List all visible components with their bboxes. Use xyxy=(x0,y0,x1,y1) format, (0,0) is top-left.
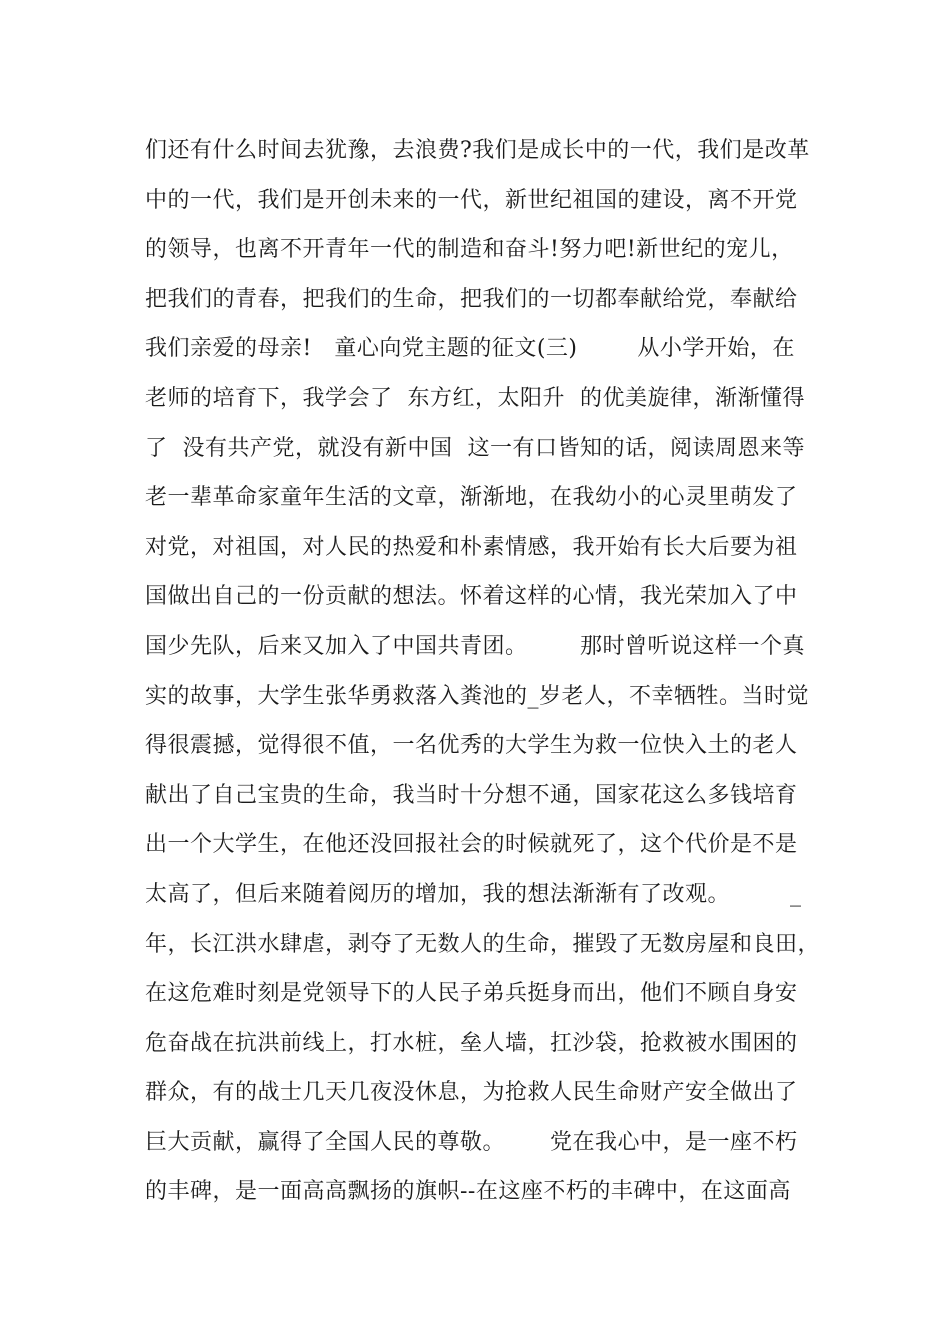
text-line: 老一辈革命家童年生活的文章，渐渐地，在我幼小的心灵里萌发了 xyxy=(145,485,798,511)
text-line: 出一个大学生，在他还没回报社会的时候就死了，这个代价是不是 xyxy=(145,832,798,858)
text-line: 的丰碑，是一面高高飘扬的旗帜--在这座不朽的丰碑中，在这面高 xyxy=(145,1179,791,1205)
text-line: 了 没有共产党，就没有新中国 这一有口皆知的话，阅读周恩来等 xyxy=(145,435,805,461)
text-line: 我们亲爱的母亲! 童心向党主题的征文(三) 从小学开始，在 xyxy=(145,336,795,362)
text-line: 中的一代，我们是开创未来的一代，新世纪祖国的建设，离不开党 xyxy=(145,187,798,213)
text-line: 对党，对祖国，对人民的热爱和朴素情感，我开始有长大后要为祖 xyxy=(145,534,798,560)
text-line: 危奋战在抗洪前线上，打水桩，垒人墙，扛沙袋，抢救被水围困的 xyxy=(145,1030,798,1056)
text-line: 得很震撼，觉得很不值，一名优秀的大学生为救一位快入土的老人 xyxy=(145,733,798,759)
text-line: 在这危难时刻是党领导下的人民子弟兵挺身而出，他们不顾自身安 xyxy=(145,981,798,1007)
text-line: 太高了，但后来随着阅历的增加，我的想法渐渐有了改观。 _ xyxy=(145,881,802,907)
text-line: 的领导，也离不开青年一代的制造和奋斗!努力吧!新世纪的宠儿， xyxy=(145,237,794,263)
text-line: 巨大贡献，赢得了全国人民的尊敬。 党在我心中，是一座不朽 xyxy=(145,1129,798,1155)
text-line: 国做出自己的一份贡献的想法。怀着这样的心情，我光荣加入了中 xyxy=(145,584,798,610)
text-line: 把我们的青春，把我们的生命，把我们的一切都奉献给党，奉献给 xyxy=(145,286,798,312)
text-line: 献出了自己宝贵的生命，我当时十分想不通，国家花这么多钱培育 xyxy=(145,782,798,808)
body-text xyxy=(145,126,825,1217)
text-line: 老师的培育下，我学会了 东方红，太阳升 的优美旋律，渐渐懂得 xyxy=(145,385,805,411)
text-line: 实的故事，大学生张华勇救落入粪池的_岁老人，不幸牺牲。当时觉 xyxy=(145,683,810,709)
text-line: 们还有什么时间去犹豫，去浪费?我们是成长中的一代，我们是改革 xyxy=(145,138,810,163)
text-line: 年，长江洪水肆虐，剥夺了无数人的生命，摧毁了无数房屋和良田， xyxy=(145,931,821,957)
text-line: 群众，有的战士几天几夜没休息，为抢救人民生命财产安全做出了 xyxy=(145,1080,798,1106)
text-line: 国少先队，后来又加入了中国共青团。 那时曾听说这样一个真 xyxy=(145,633,805,659)
